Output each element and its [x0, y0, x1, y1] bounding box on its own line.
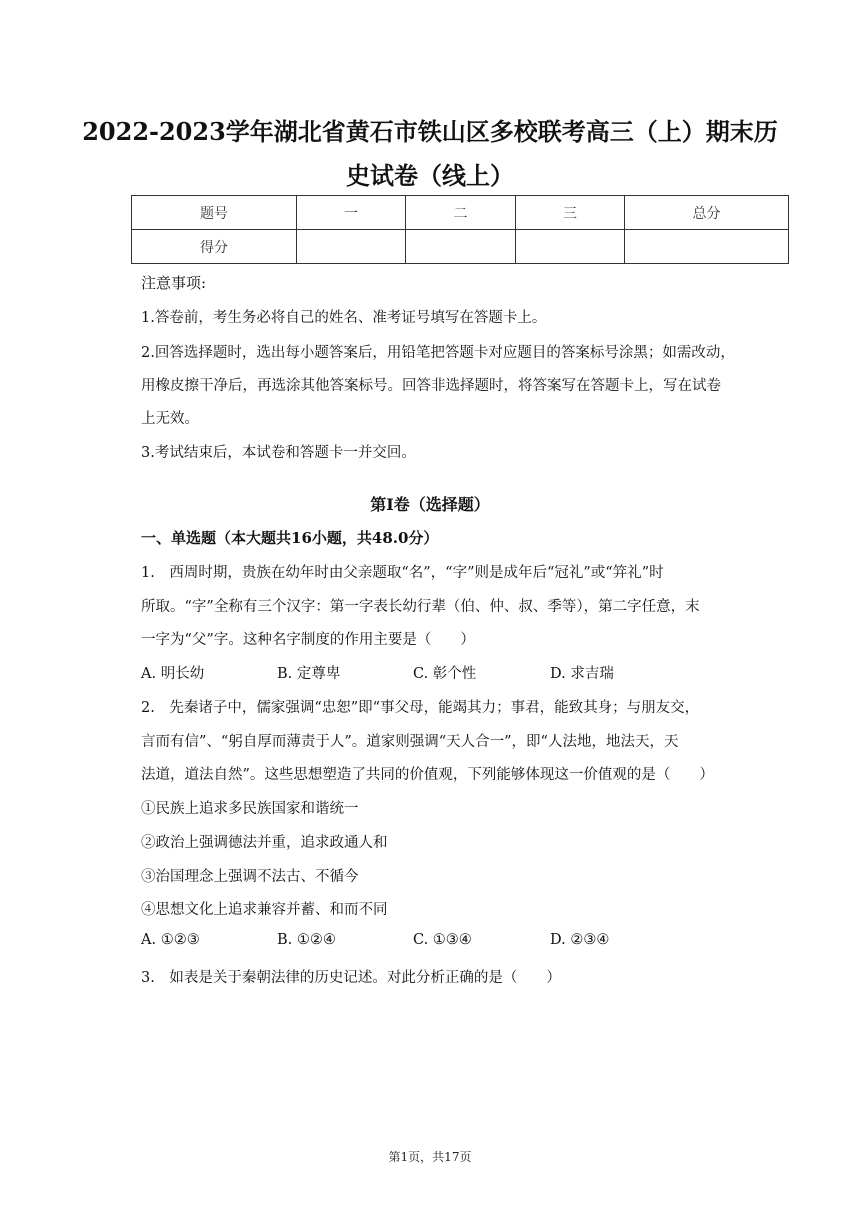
question-2-statement: ②政治上强调德法并重，追求政通人和	[141, 835, 388, 851]
table-cell: 总分	[625, 196, 789, 230]
table-cell: 三	[516, 196, 625, 230]
question-1-line: 1. 西周时期，贵族在幼年时由父亲题取“名”，“字”则是成年后“冠礼”或“笄礼”时	[141, 565, 664, 581]
notice-line: 1.答卷前，考生务必将自己的姓名、准考证号填写在答题卡上。	[141, 310, 547, 326]
exam-title-line1: 2022-2023学年湖北省黄石市铁山区多校联考高三（上）期末历	[82, 117, 778, 146]
score-cell	[516, 230, 625, 264]
table-cell: 一	[297, 196, 406, 230]
notice-line: 2.回答选择题时，选出每小题答案后，用铅笔把答题卡对应题目的答案标号涂黑；如需改动，	[141, 345, 735, 361]
question-2-option-b: B. ①②④	[277, 932, 336, 948]
exam-title-line2: 史试卷（线上）	[346, 161, 514, 190]
part-title: 第Ⅰ卷（选择题）	[370, 495, 490, 514]
score-cell	[406, 230, 516, 264]
question-1-line: 所取。“字”全称有三个汉字：第一字表长幼行辈（伯、仲、叔、季等），第二字任意，末	[141, 599, 700, 615]
question-2-line: 言而有信”、“躬自厚而薄责于人”。道家则强调“天人合一”，即“人法地，地法天，天	[141, 734, 679, 750]
score-table-header-row	[132, 196, 789, 230]
question-1-option-d: D. 求吉瑞	[550, 666, 614, 682]
question-2-statement: ④思想文化上追求兼容并蓄、和而不同	[141, 902, 388, 918]
notice-line: 3.考试结束后，本试卷和答题卡一并交回。	[141, 445, 416, 461]
question-2-line: 法道，道法自然”。这些思想塑造了共同的价值观，下列能够体现这一价值观的是（ ）	[141, 767, 714, 783]
notice-heading: 注意事项:	[141, 274, 207, 292]
question-2-option-c: C. ①③④	[413, 932, 472, 948]
question-1-option-c: C. 彰个性	[413, 666, 477, 682]
question-1-option-b: B. 定尊卑	[277, 666, 341, 682]
table-cell: 题号	[132, 196, 297, 230]
table-cell: 二	[406, 196, 516, 230]
question-2-option-d: D. ②③④	[550, 932, 610, 948]
question-2-line: 2. 先秦诸子中，儒家强调“忠恕”即“事父母，能竭其力；事君，能致其身；与朋友交，	[141, 700, 700, 716]
question-1-line: 一字为“父”字。这种名字制度的作用主要是（ ）	[141, 632, 475, 648]
table-cell: 得分	[132, 230, 297, 264]
question-3-line: 3. 如表是关于秦朝法律的历史记述。对此分析正确的是（ ）	[141, 970, 561, 986]
page-footer: 第1页，共17页	[388, 1150, 472, 1164]
notice-line: 上无效。	[141, 411, 199, 427]
notice-line: 用橡皮擦干净后，再选涂其他答案标号。回答非选择题时，将答案写在答题卡上，写在试卷	[141, 378, 721, 394]
question-2-statement: ①民族上追求多民族国家和谐统一	[141, 801, 359, 817]
score-cell	[625, 230, 789, 264]
question-2-option-a: A. ①②③	[141, 932, 200, 948]
score-table-score-row	[132, 230, 789, 264]
score-cell	[297, 230, 406, 264]
question-1-option-a: A. 明长幼	[141, 666, 205, 682]
score-table	[131, 195, 789, 264]
section-title: 一、单选题（本大题共16小题，共48.0分）	[141, 529, 439, 547]
question-2-statement: ③治国理念上强调不法古、不循今	[141, 869, 359, 885]
